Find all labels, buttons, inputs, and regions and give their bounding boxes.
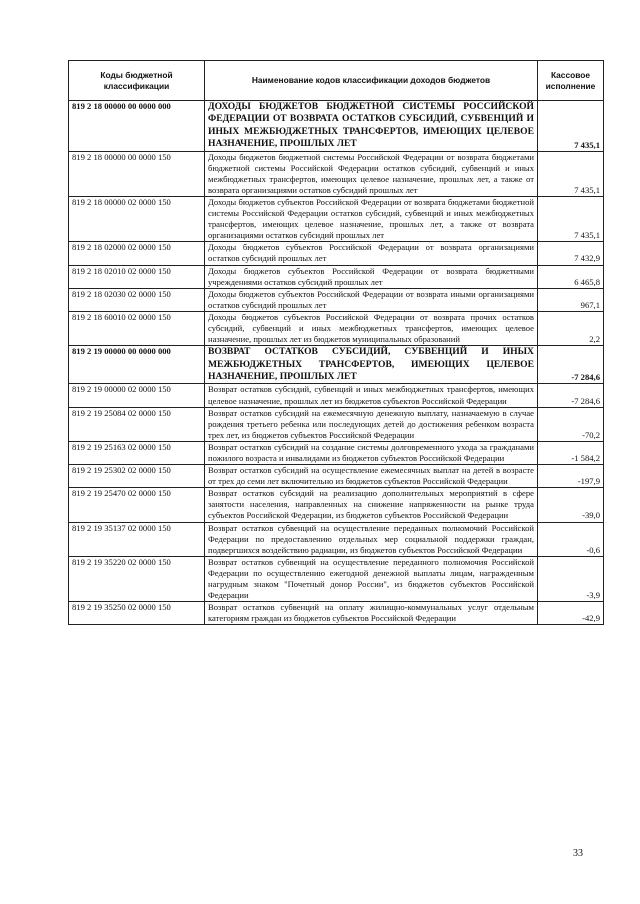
- row-name: Возврат остатков субвенций на осуществление переданных полномочий Российской Федерации по предоставлению отдельных мер социальной поддержки граждан, подвергшихся воздействию радиации, из бюджетов субъектов Российской Федерации: [205, 522, 538, 556]
- row-name: Доходы бюджетов субъектов Российской Федерации от возврата организациями остатков субсидий прошлых лет: [205, 242, 538, 265]
- row-amount: 7 435,1: [538, 197, 604, 242]
- row-name: Возврат остатков субвенций на оплату жилищно-коммунальных услуг отдельным категориям граждан из бюджетов субъектов Российской Федерации: [205, 602, 538, 625]
- row-name: Возврат остатков субвенций на осуществление переданного полномочия Российской Федерации по осуществлению ежегодной денежной выплаты лицам, награжденным нагрудным знаком "Почетный донор России", из бюджетов субъектов Российской Федерации: [205, 556, 538, 601]
- row-amount: -7 284,6: [538, 384, 604, 407]
- row-code: 819 2 19 35220 02 0000 150: [69, 556, 205, 601]
- row-amount: -70,2: [538, 407, 604, 441]
- table-row: [69, 242, 604, 265]
- row-name: Возврат остатков субсидий на реализацию дополнительных мероприятий в сфере занятости населения, направленных на снижение напряженности на рынке труда субъектов Российской Федерации, из бюджетов субъектов Российской Федерации: [205, 488, 538, 522]
- row-name: Возврат остатков субсидий на осуществление ежемесячных выплат на детей в возрасте от трех до семи лет включительно из бюджетов субъектов Российской Федерации: [205, 465, 538, 488]
- row-amount: -3,9: [538, 556, 604, 601]
- row-code: 819 2 19 25470 02 0000 150: [69, 488, 205, 522]
- header-code: Коды бюджетной классификации: [69, 61, 205, 101]
- row-code: 819 2 18 60010 02 0000 150: [69, 311, 205, 345]
- table-row: [69, 441, 604, 464]
- row-amount: 2,2: [538, 311, 604, 345]
- row-name: Доходы бюджетов субъектов Российской Федерации от возврата бюджетными учреждениями остатков субсидий прошлых лет: [205, 265, 538, 288]
- row-amount: -0,6: [538, 522, 604, 556]
- row-code: 819 2 18 00000 00 0000 000: [69, 101, 205, 152]
- row-code: 819 2 18 00000 00 0000 150: [69, 151, 205, 196]
- row-code: 819 2 19 00000 02 0000 150: [69, 384, 205, 407]
- row-amount: -1 584,2: [538, 441, 604, 464]
- row-code: 819 2 19 00000 00 0000 000: [69, 346, 205, 384]
- table-row: [69, 556, 604, 601]
- page-number: 33: [573, 848, 583, 859]
- table-row: [69, 384, 604, 407]
- row-code: 819 2 18 02010 02 0000 150: [69, 265, 205, 288]
- row-code: 819 2 19 35137 02 0000 150: [69, 522, 205, 556]
- row-amount: 7 432,9: [538, 242, 604, 265]
- row-amount: -42,9: [538, 602, 604, 625]
- header-name: Наименование кодов классификации доходов бюджетов: [205, 61, 538, 101]
- row-amount: -7 284,6: [538, 346, 604, 384]
- row-code: 819 2 19 25163 02 0000 150: [69, 441, 205, 464]
- row-name: Доходы бюджетов субъектов Российской Федерации от возврата прочих остатков субсидий, субвенций и иных межбюджетных трансфертов, имеющих целевое назначение, прошлых лет из бюджетов муниципальных образований: [205, 311, 538, 345]
- table-row: [69, 197, 604, 242]
- row-name: ДОХОДЫ БЮДЖЕТОВ БЮДЖЕТНОЙ СИСТЕМЫ РОССИЙСКОЙ ФЕДЕРАЦИИ ОТ ВОЗВРАТА ОСТАТКОВ СУБСИДИЙ, СУБВЕНЦИЙ И ИНЫХ МЕЖБЮДЖЕТНЫХ ТРАНСФЕРТОВ, ИМЕЮЩИХ ЦЕЛЕВОЕ НАЗНАЧЕНИЕ, ПРОШЛЫХ ЛЕТ: [205, 101, 538, 152]
- row-code: 819 2 19 35250 02 0000 150: [69, 602, 205, 625]
- row-code: 819 2 18 00000 02 0000 150: [69, 197, 205, 242]
- row-name: Доходы бюджетов субъектов Российской Федерации от возврата бюджетами бюджетной системы Российской Федерации остатков субсидий, субвенций и иных межбюджетных трансфертов, имеющих целевое назначение, прошлых лет, а также от возврата организациями остатков субсидий прошлых лет: [205, 197, 538, 242]
- row-amount: 7 435,1: [538, 151, 604, 196]
- table-row: [69, 488, 604, 522]
- row-code: 819 2 19 25302 02 0000 150: [69, 465, 205, 488]
- row-name: ВОЗВРАТ ОСТАТКОВ СУБСИДИЙ, СУБВЕНЦИЙ И ИНЫХ МЕЖБЮДЖЕТНЫХ ТРАНСФЕРТОВ, ИМЕЮЩИХ ЦЕЛЕВОЕ НАЗНАЧЕНИЕ, ПРОШЛЫХ ЛЕТ: [205, 346, 538, 384]
- row-name: Возврат остатков субсидий, субвенций и иных межбюджетных трансфертов, имеющих целевое назначение, прошлых лет из бюджетов субъектов Российской Федерации: [205, 384, 538, 407]
- header-amount: Кассовое исполнение: [538, 61, 604, 101]
- row-name: Возврат остатков субсидий на создание системы долговременного ухода за гражданами пожилого возраста и инвалидами из бюджетов субъектов Российской Федерации: [205, 441, 538, 464]
- row-name: Доходы бюджетов бюджетной системы Российской Федерации от возврата бюджетами бюджетной системы Российской Федерации остатков субсидий, субвенций и иных межбюджетных трансфертов, имеющих целевое назначение, прошлых лет, а также от возврата организациями остатков субсидий прошлых лет: [205, 151, 538, 196]
- table-row: [69, 602, 604, 625]
- table-row: [69, 346, 604, 384]
- row-amount: 6 465,8: [538, 265, 604, 288]
- table-row: [69, 265, 604, 288]
- row-code: 819 2 18 02030 02 0000 150: [69, 288, 205, 311]
- row-code: 819 2 18 02000 02 0000 150: [69, 242, 205, 265]
- row-name: Возврат остатков субсидий на ежемесячную денежную выплату, назначаемую в случае рождения третьего ребенка или последующих детей до достижения ребенком возраста трех лет, из бюджетов субъектов Российской Федерации: [205, 407, 538, 441]
- table-row: [69, 288, 604, 311]
- row-amount: -39,0: [538, 488, 604, 522]
- table-row: [69, 311, 604, 345]
- table-row: [69, 407, 604, 441]
- row-name: Доходы бюджетов субъектов Российской Федерации от возврата иными организациями остатков субсидий прошлых лет: [205, 288, 538, 311]
- row-amount: -197,9: [538, 465, 604, 488]
- table-header-row: [69, 61, 604, 101]
- table-row: [69, 151, 604, 196]
- revenue-table: [68, 60, 604, 625]
- row-code: 819 2 19 25084 02 0000 150: [69, 407, 205, 441]
- row-amount: 967,1: [538, 288, 604, 311]
- table-row: [69, 465, 604, 488]
- table-row: [69, 522, 604, 556]
- row-amount: 7 435,1: [538, 101, 604, 152]
- table-row: [69, 101, 604, 152]
